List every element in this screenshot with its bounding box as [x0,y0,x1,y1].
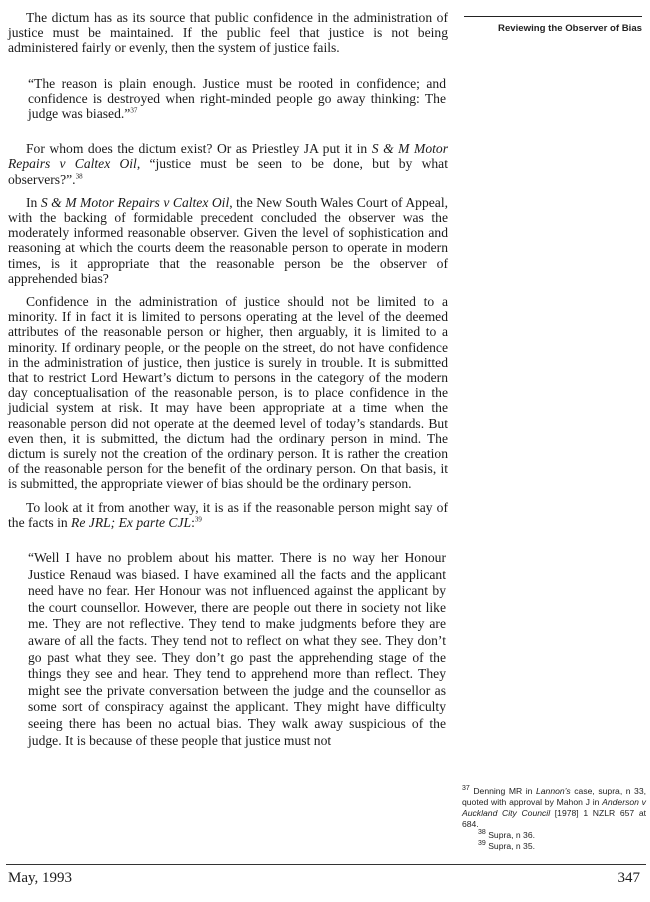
case-name: Anderson v Auckland City Council [462,797,646,818]
case-name: S & M Motor Repairs v Caltex Oil [8,141,448,172]
footnote-number: 37 [462,785,470,793]
footnote-number: 39 [478,840,486,848]
text-segment: For whom does the dictum exist? Or as Priestley JA put it in [26,141,372,157]
issue-date: May, 1993 [8,870,73,886]
footer-rule [6,864,646,865]
block-quote-reasonable-person: “Well I have no problem about his matter. There is no way her Honour Justice Renaud was biased. I have examined all the facts and the applicant need have no fear. Her Honour was not influenced against the applicant by the court counsellor. However, there are people out there in society not like me. They are not reflective. They tend to make judgments before they are aware of all the facts. They tend not to reflect on what they see. They don’t go past what they see. They don’t go past the apprehending stage of the things they see and hear. They tend to apprehend more than reflect. They might see the private conversation between the judge and the counsellor as some sort of conspiracy against the applicant. They might have difficulty seeing there has been no actual bias. They walk away suspicious of the judge. It is because of these people that justice must not [28,550,446,748]
footnote-ref-39[interactable]: 39 [194,515,202,524]
paragraph-another-way [8,500,448,530]
paragraph-for-whom [8,141,448,187]
text-segment: : [191,514,195,530]
text-segment: Supra, n 36. [488,830,536,840]
text-segment: Supra, n 35. [488,841,536,851]
footnote-ref-38[interactable]: 38 [75,172,83,181]
paragraph-confidence: Confidence in the administration of justice should not be limited to a minority. If in fact it is limited to persons operating at the level of the deemed attributes of the reasonable person or higher, then arguably, it is limited to a minority. If ordinary people, or the people on the street, do not have confidence in the administration of justice, then justice is surely in trouble. It is submitted that to restrict Lord Hewart’s dictum to persons in the category of the modern day conceptualisation of the reasonable person, is to place confidence in the judicial system at risk. It may have been appropriate at a time when the reasonable person did not operate at the deemed level of today’s standards. But even then, it is submitted, the dictum had the ordinary person in mind. The dictum is surely not the creation of the ordinary person. It is rather the creation of the reasonable person for the benefit of the ordinary person. On that basis, it is submitted, the appropriate viewer of bias should be the ordinary person. [8,294,448,492]
paragraph-court-of-appeal [8,195,448,286]
text-segment: Denning MR in [473,786,536,796]
case-name: Lannon’s [536,786,571,796]
page-number: 347 [617,870,640,886]
footnote-number: 38 [478,829,486,837]
footnote-ref-37[interactable]: 37 [130,106,138,115]
case-name: S & M Motor Repairs v Caltex Oil [40,194,230,210]
text-segment: To look at it from another way, it is as if the reasonable person might say of the facts in [8,499,448,530]
footnote-39 [462,841,646,852]
running-head: Reviewing the Observer of Bias [464,16,642,34]
text-segment: , the New South Wales Court of Appeal, with the backing of formidable precedent concluded the observer was the moderately informed reasonable observer. Given the level of sophistication and reasoning at which the courts deem the reasonable person to operate in modern times, is it appropriate that the reasonable person be the observer of apprehended bias? [8,194,448,286]
text-segment: [1978] 1 NZLR 657 at 684. [462,808,646,829]
text-segment: case, supra, n 33, quoted with approval by Mahon J in [462,786,647,807]
footnote-38 [462,830,646,841]
footnote-37 [462,786,646,830]
text-segment: In [26,194,41,210]
block-quote-denning [8,76,448,122]
footnotes [462,786,646,852]
paragraph-dictum-source: The dictum has as its source that public confidence in the administration of justice must be maintained. If the public feel that justice is not being administered fairly or evenly, then the system of justice fails. [8,10,448,56]
quote-text: “The reason is plain enough. Justice must be rooted in confidence; and confidence is destroyed when right-minded people go away thinking: The judge was biased.” [28,75,446,122]
main-text-column [8,10,448,749]
text-segment: , “justice must be seen to be done, but by what observers?”. [8,156,448,187]
case-name: Re JRL; Ex parte CJL [71,514,192,530]
